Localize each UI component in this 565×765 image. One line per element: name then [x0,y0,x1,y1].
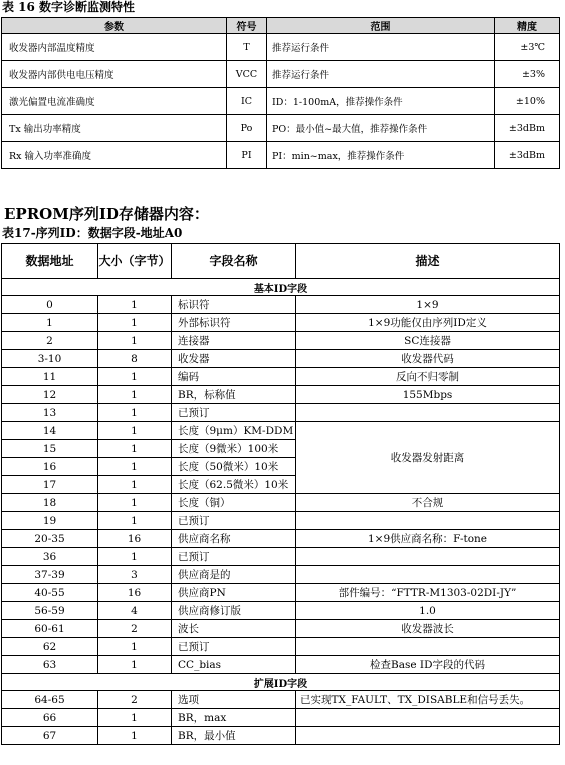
header-field-name: 字段名称 [172,244,296,279]
cell-field-name: BR，最小值 [172,727,296,745]
cell-size: 1 [98,386,172,404]
table-row [2,350,560,368]
cell-description: SC连接器 [296,332,560,350]
cell-parameter: Tx 输出功率精度 [2,115,227,142]
cell-address: 12 [2,386,98,404]
cell-description [296,709,560,727]
cell-size: 1 [98,656,172,674]
cell-description: 部件编号：“FTTR-M1303-02DI-JY” [296,584,560,602]
table-row [2,566,560,584]
table-row [2,142,560,169]
cell-address: 1 [2,314,98,332]
cell-size: 3 [98,566,172,584]
cell-field-name: CC_bias [172,656,296,674]
table-row [2,709,560,727]
cell-field-name: 已预订 [172,404,296,422]
cell-symbol: Po [227,115,267,142]
header-symbol: 符号 [227,18,267,34]
cell-description: 1×9 [296,296,560,314]
cell-address: 67 [2,727,98,745]
cell-size: 1 [98,440,172,458]
cell-field-name: 已预订 [172,638,296,656]
cell-field-name: 连接器 [172,332,296,350]
table-row [2,404,560,422]
cell-accuracy: ±3% [495,61,560,88]
cell-size: 1 [98,404,172,422]
cell-field-name: 长度（铜） [172,494,296,512]
cell-field-name: 供应商PN [172,584,296,602]
cell-address: 62 [2,638,98,656]
eprom-section-title: EPROM序列ID存储器内容： [4,205,209,223]
cell-address: 3-10 [2,350,98,368]
cell-size: 8 [98,350,172,368]
diagnostic-monitoring-table [1,17,560,169]
table-row [2,691,560,709]
table-row [2,386,560,404]
cell-field-name: 标识符 [172,296,296,314]
cell-address: 13 [2,404,98,422]
cell-range: 推荐运行条件 [267,34,495,61]
cell-address: 63 [2,656,98,674]
header-description: 描述 [296,244,560,279]
cell-field-name: 长度（9微米）100米 [172,440,296,458]
cell-description: 收发器代码 [296,350,560,368]
cell-address: 36 [2,548,98,566]
cell-description [296,512,560,530]
cell-address: 64-65 [2,691,98,709]
table-row [2,548,560,566]
cell-size: 4 [98,602,172,620]
cell-field-name: 供应商名称 [172,530,296,548]
table-row [2,61,560,88]
cell-field-name: 收发器 [172,350,296,368]
cell-range: PI：min~max，推荐操作条件 [267,142,495,169]
section-label: 扩展ID字段 [2,674,560,691]
cell-size: 1 [98,296,172,314]
cell-description [296,727,560,745]
cell-address: 18 [2,494,98,512]
cell-symbol: PI [227,142,267,169]
table-row [2,115,560,142]
cell-description: 不合规 [296,494,560,512]
cell-range: 推荐运行条件 [267,61,495,88]
cell-symbol: IC [227,88,267,115]
cell-field-name: 已预订 [172,512,296,530]
cell-symbol: VCC [227,61,267,88]
cell-field-name: 供应商修订版 [172,602,296,620]
header-data-address: 数据地址 [2,244,98,279]
table-row [2,602,560,620]
cell-size: 16 [98,584,172,602]
table-row [2,34,560,61]
cell-field-name: BR，标称值 [172,386,296,404]
cell-size: 1 [98,709,172,727]
cell-description: 1×9功能仅由序列ID定义 [296,314,560,332]
cell-description: 已实现TX_FAULT、TX_DISABLE和信号丢失。 [296,691,560,709]
cell-parameter: 收发器内部温度精度 [2,34,227,61]
cell-field-name: 长度（62.5微米）10米 [172,476,296,494]
cell-address: 60-61 [2,620,98,638]
table-row [2,584,560,602]
cell-address: 15 [2,440,98,458]
cell-parameter: 收发器内部供电电压精度 [2,61,227,88]
cell-address: 40-55 [2,584,98,602]
cell-size: 1 [98,332,172,350]
table-row [2,368,560,386]
cell-field-name: 供应商是的 [172,566,296,584]
cell-description [296,566,560,584]
cell-size: 2 [98,691,172,709]
cell-size: 1 [98,512,172,530]
cell-address: 66 [2,709,98,727]
cell-field-name: 外部标识符 [172,314,296,332]
cell-size: 2 [98,620,172,638]
cell-size: 1 [98,458,172,476]
cell-accuracy: ±3dBm [495,142,560,169]
header-range: 范围 [267,18,495,34]
table-row [2,530,560,548]
cell-symbol: T [227,34,267,61]
cell-range: PO：最小值~最大值，推荐操作条件 [267,115,495,142]
cell-accuracy: ±10% [495,88,560,115]
table16-header-row [2,18,560,34]
table-row [2,512,560,530]
cell-size: 16 [98,530,172,548]
table-row [2,88,560,115]
cell-address: 14 [2,422,98,440]
cell-accuracy: ±3dBm [495,115,560,142]
cell-description-merged: 收发器发射距离 [296,422,560,494]
cell-description: 1.0 [296,602,560,620]
section-label: 基本ID字段 [2,279,560,296]
cell-address: 17 [2,476,98,494]
serial-id-table [1,243,560,745]
table17-title: 表17-序列ID：数据字段-地址A0 [2,226,183,240]
cell-description [296,548,560,566]
cell-field-name: 波长 [172,620,296,638]
cell-size: 1 [98,422,172,440]
cell-address: 56-59 [2,602,98,620]
cell-address: 2 [2,332,98,350]
cell-address: 11 [2,368,98,386]
cell-field-name: 长度（50微米）10米 [172,458,296,476]
cell-size: 1 [98,727,172,745]
table16-title: 表 16 数字诊断监测特性 [2,0,136,14]
cell-range: ID：1-100mA，推荐操作条件 [267,88,495,115]
cell-size: 1 [98,368,172,386]
cell-description: 155Mbps [296,386,560,404]
section-header-extended [2,674,560,691]
cell-size: 1 [98,548,172,566]
cell-parameter: 激光偏置电流准确度 [2,88,227,115]
table-row [2,620,560,638]
cell-address: 20-35 [2,530,98,548]
section-header-basic [2,279,560,296]
cell-field-name: 选项 [172,691,296,709]
table-row [2,314,560,332]
cell-description: 反向不归零制 [296,368,560,386]
cell-field-name: BR，max [172,709,296,727]
cell-size: 1 [98,638,172,656]
cell-parameter: Rx 输入功率准确度 [2,142,227,169]
header-size: 大小（字节） [98,244,172,279]
cell-field-name: 已预订 [172,548,296,566]
cell-description [296,404,560,422]
table-row [2,422,560,440]
cell-size: 1 [98,476,172,494]
cell-field-name: 编码 [172,368,296,386]
table-row [2,638,560,656]
cell-description: 检查Base ID字段的代码 [296,656,560,674]
cell-address: 16 [2,458,98,476]
cell-address: 0 [2,296,98,314]
table-row [2,727,560,745]
cell-description: 1×9供应商名称：F-tone [296,530,560,548]
table-row [2,494,560,512]
cell-address: 37-39 [2,566,98,584]
cell-field-name: 长度（9μm）KM-DDM [172,422,296,440]
table-row [2,296,560,314]
cell-description: 收发器波长 [296,620,560,638]
cell-size: 1 [98,314,172,332]
header-parameter: 参数 [2,18,227,34]
cell-size: 1 [98,494,172,512]
table-row [2,656,560,674]
header-accuracy: 精度 [495,18,560,34]
cell-description [296,638,560,656]
cell-address: 19 [2,512,98,530]
cell-accuracy: ±3℃ [495,34,560,61]
table17-header-row [2,244,560,279]
table-row [2,332,560,350]
